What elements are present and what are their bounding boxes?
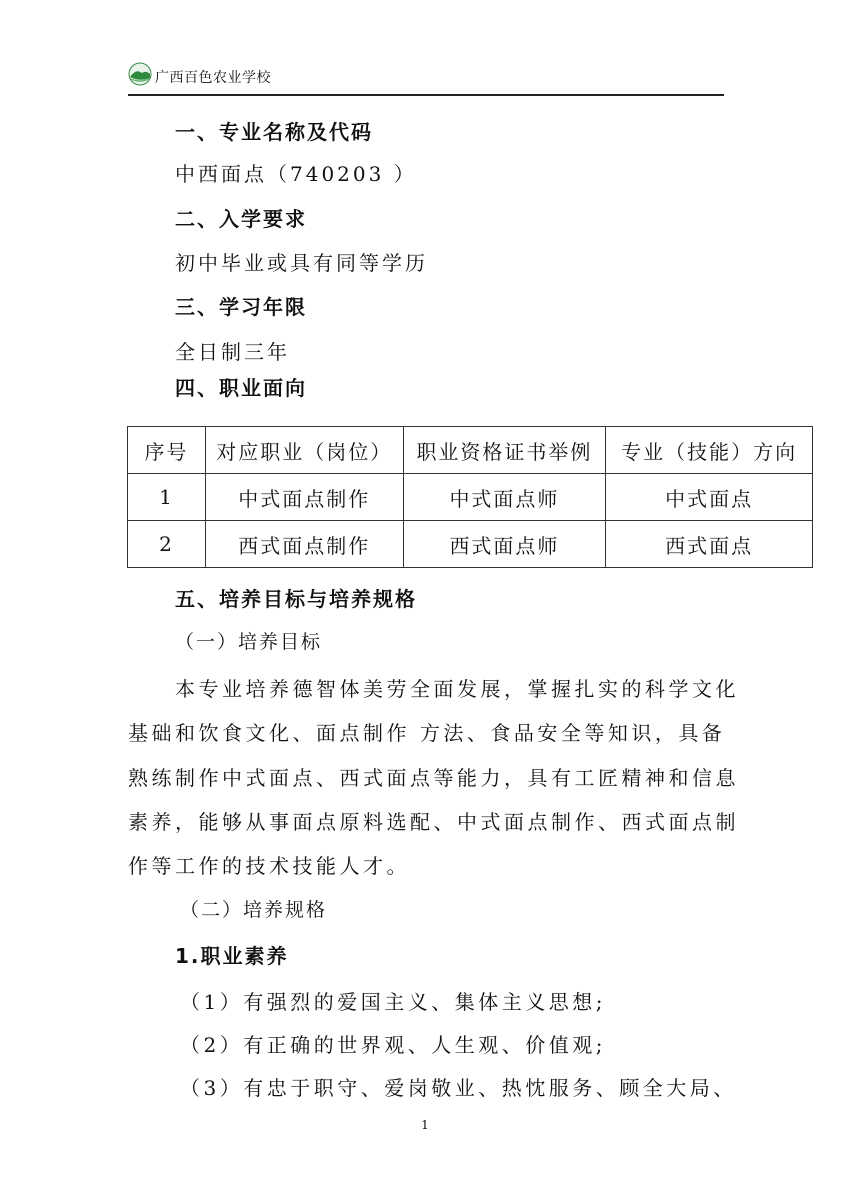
- subsection-goal-title: （一）培养目标: [175, 631, 323, 653]
- occupation-table: [127, 426, 813, 568]
- page-number: 1: [421, 1118, 429, 1132]
- school-name: 广西百色农业学校: [155, 70, 271, 86]
- table-row: [128, 474, 813, 521]
- section-2-body: 初中毕业或具有同等学历: [175, 251, 428, 275]
- table-row: [128, 521, 813, 568]
- paragraph-line: 熟练制作中式面点、西式面点等能力，具有工匠精神和信息: [128, 766, 739, 790]
- list-item: （3）有忠于职守、爱岗敬业、热忱服务、顾全大局、: [180, 1076, 737, 1100]
- section-1-title: 一、专业名称及代码: [175, 120, 373, 144]
- page-header: [128, 60, 724, 96]
- section-5-title: 五、培养目标与培养规格: [175, 587, 417, 611]
- table-cell: 西式面点: [606, 521, 813, 568]
- spec-item-title: 1.职业素养: [175, 944, 289, 968]
- paragraph-line: 本专业培养德智体美劳全面发展，掌握扎实的科学文化: [175, 677, 739, 701]
- section-1-body: 中西面点（740203 ）: [175, 162, 417, 186]
- section-3-body: 全日制三年: [175, 340, 290, 364]
- school-logo-icon: [128, 62, 152, 86]
- table-cell: 西式面点师: [403, 521, 606, 568]
- list-item: （1）有强烈的爱国主义、集体主义思想;: [180, 990, 606, 1014]
- table-cell: 2: [128, 521, 206, 568]
- table-header-cell: 序号: [128, 427, 206, 474]
- section-2-title: 二、入学要求: [175, 207, 307, 231]
- table-cell: 中式面点: [606, 474, 813, 521]
- table-header-cell: 专业（技能）方向: [606, 427, 813, 474]
- table-cell: 西式面点制作: [205, 521, 403, 568]
- section-4-title: 四、职业面向: [175, 376, 307, 400]
- table-header-cell: 对应职业（岗位）: [205, 427, 403, 474]
- table-header-cell: 职业资格证书举例: [403, 427, 606, 474]
- table-cell: 1: [128, 474, 206, 521]
- table-cell: 中式面点师: [403, 474, 606, 521]
- table-header-row: [128, 427, 813, 474]
- table-cell: 中式面点制作: [205, 474, 403, 521]
- paragraph-line: 素养，能够从事面点原料选配、中式面点制作、西式面点制: [128, 810, 739, 834]
- subsection-spec-title: （二）培养规格: [180, 899, 328, 921]
- paragraph-line: 作等工作的技术技能人才。: [128, 854, 410, 878]
- paragraph-line: 基础和饮食文化、面点制作 方法、食品安全等知识，具备: [128, 721, 726, 745]
- list-item: （2）有正确的世界观、人生观、价值观;: [180, 1033, 606, 1057]
- section-3-title: 三、学习年限: [175, 295, 307, 319]
